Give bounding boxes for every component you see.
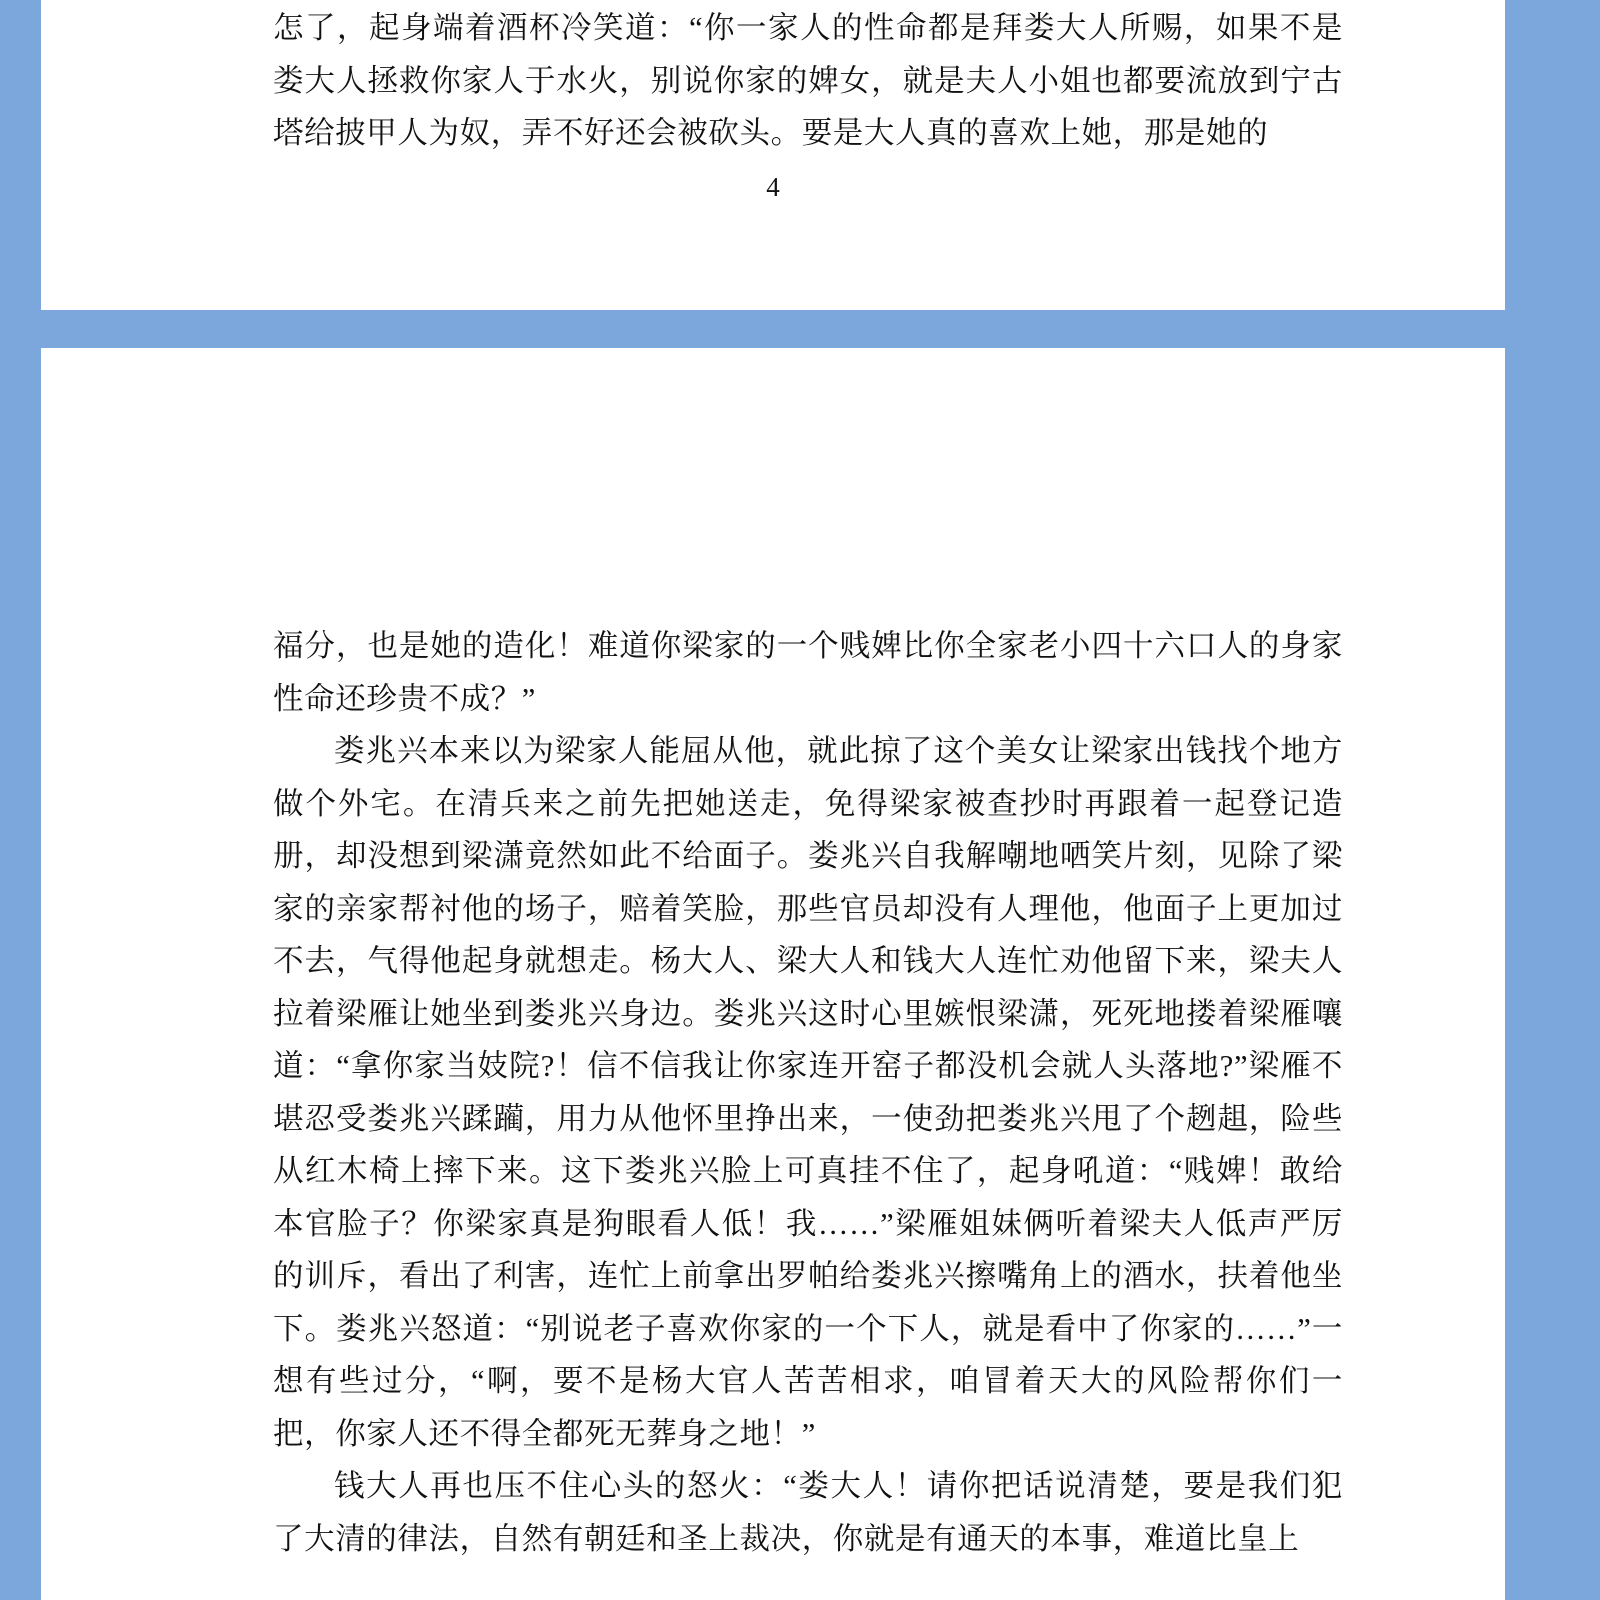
viewer-right-margin <box>1505 0 1600 1600</box>
paragraph: 福分，也是她的造化！难道你梁家的一个贱婢比你全家老小四十六口人的身家性命还珍贵不成？” <box>273 629 1343 716</box>
page-number: 4 <box>766 172 780 202</box>
page-text-block <box>273 620 1343 1565</box>
page-gutter <box>0 310 1600 348</box>
document-page-partial[interactable] <box>41 0 1505 310</box>
viewer-left-margin <box>0 0 41 1600</box>
paragraph: 怎了，起身端着酒杯冷笑道：“你一家人的性命都是拜娄大人所赐，如果不是娄大人拯救你家人于水火，别说你家的婢女，就是夫人小姐也都要流放到宁古塔给披甲人为奴，弄不好还会被砍头。要是大人真的喜欢上她，那是她的 <box>273 11 1343 150</box>
paragraph: 钱大人再也压不住心头的怒火：“娄大人！请你把话说清楚，要是我们犯了大清的律法，自然有朝廷和圣上裁决，你就是有通天的本事，难道比皇上 <box>273 1469 1343 1556</box>
paragraph: 娄兆兴本来以为梁家人能屈从他，就此掠了这个美女让梁家出钱找个地方做个外宅。在清兵来之前先把她送走，免得梁家被查抄时再跟着一起登记造册，却没想到梁潇竟然如此不给面子。娄兆兴自我解嘲地哂笑片刻，见除了梁家的亲家帮衬他的场子，赔着笑脸，那些官员却没有人理他，他面子上更加过不去，气得他起身就想走。杨大人、梁大人和钱大人连忙劝他留下来，梁夫人拉着梁雁让她坐到娄兆兴身边。娄兆兴这时心里嫉恨梁潇，死死地搂着梁雁嚷道：“拿你家当妓院?！信不信我让你家连开窑子都没机会就人头落地?”梁雁不堪忍受娄兆兴蹂躏，用力从他怀里挣出来，一使劲把娄兆兴甩了个趔趄，险些从红木椅上摔下来。这下娄兆兴脸上可真挂不住了，起身吼道：“贱婢！敢给本官脸子？你梁家真是狗眼看人低！我……”梁雁姐妹俩听着梁夫人低声严厉的训斥，看出了利害，连忙上前拿出罗帕给娄兆兴擦嘴角上的酒水，扶着他坐下。娄兆兴怒道：“别说老子喜欢你家的一个下人，就是看中了你家的……”一想有些过分，“啊，要不是杨大官人苦苦相求，咱冒着天大的风险帮你们一把，你家人还不得全都死无葬身之地！” <box>273 734 1343 1451</box>
page-text-block <box>273 2 1343 160</box>
document-page-main[interactable] <box>41 348 1505 1600</box>
